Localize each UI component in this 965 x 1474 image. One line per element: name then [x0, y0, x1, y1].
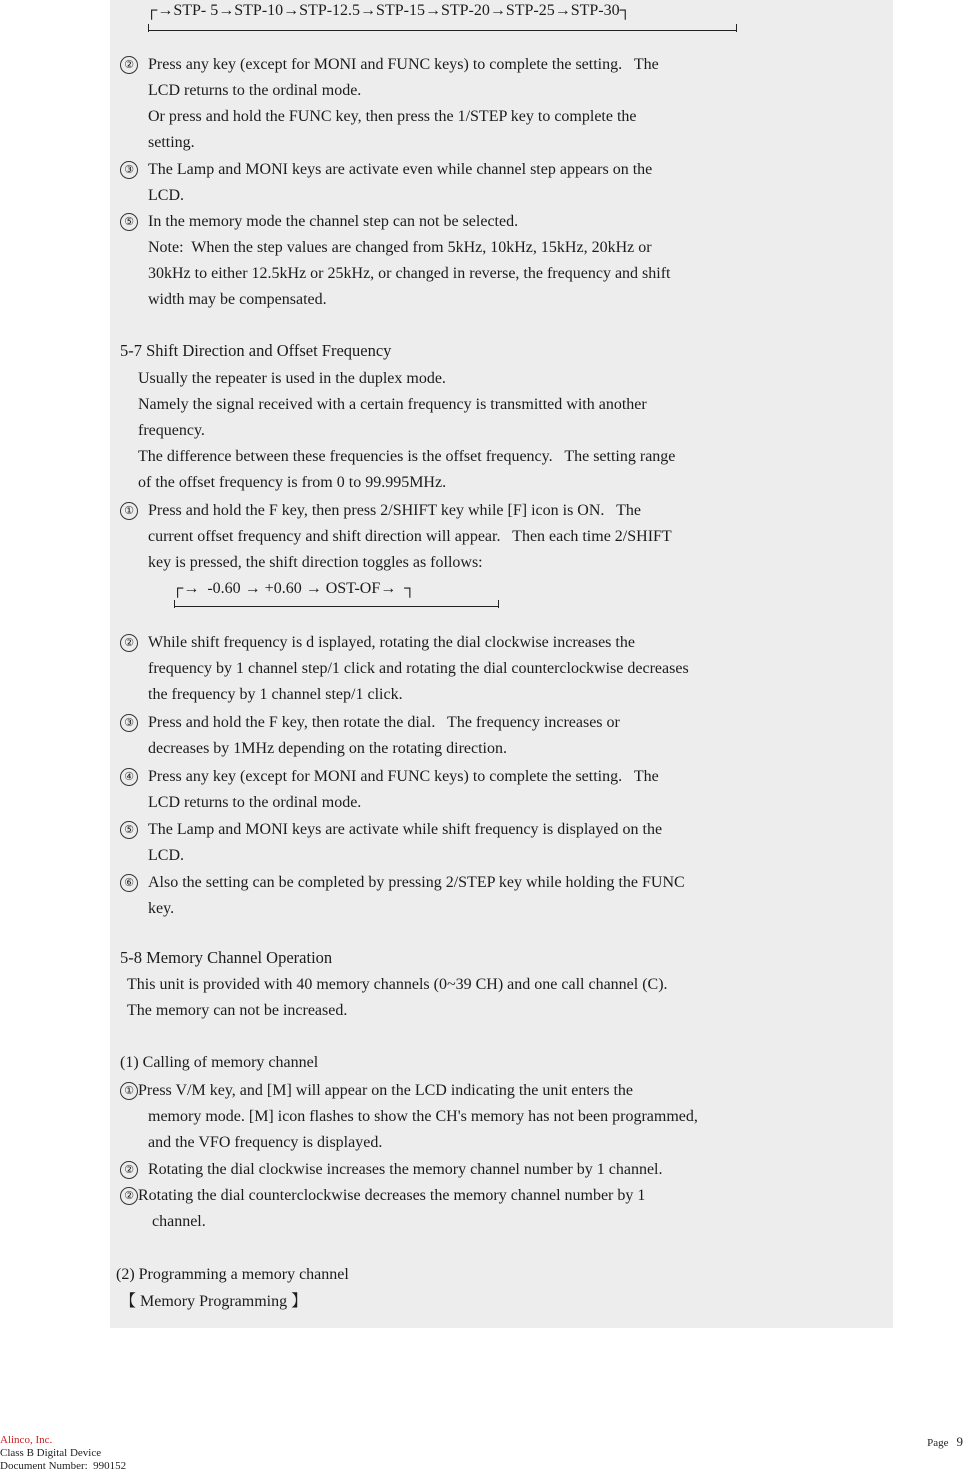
step-chain-text: STP- 5→STP-10→STP-12.5→STP-15→STP-20→STP-25→STP-30	[173, 2, 620, 19]
step-chain: ┌→STP- 5→STP-10→STP-12.5→STP-15→STP-20→STP-25→STP-30┐	[146, 2, 631, 19]
item-line: Press and hold the F key, then press 2/SHIFT key while [F] icon is ON. The	[148, 502, 641, 519]
item-line: current offset frequency and shift direction will appear. Then each time 2/SHIFT	[148, 528, 672, 545]
section-5-7-intro-line: of the offset frequency is from 0 to 99.995MHz.	[138, 474, 447, 491]
item-line: Also the setting can be completed by pressing 2/STEP key while holding the FUNC	[148, 874, 685, 891]
page-label: Page	[927, 1437, 949, 1449]
item-number: ③	[120, 161, 138, 179]
item-line: LCD.	[148, 847, 184, 864]
footer-page	[927, 1434, 963, 1450]
item-line: 30kHz to either 12.5kHz or 25kHz, or changed in reverse, the frequency and shift	[148, 265, 671, 282]
item-line: width may be compensated.	[148, 291, 327, 308]
item-number: ⑥	[120, 874, 138, 892]
sub2-subheading-text: Memory Programming	[140, 1293, 288, 1310]
item-line: Rotating the dial clockwise increases the memory channel number by 1 channel.	[148, 1161, 663, 1178]
item-line: memory mode. [M] icon flashes to show the CH's memory has not been programmed,	[148, 1108, 698, 1125]
item-number: ①	[120, 1082, 138, 1100]
item-number: ⑤	[120, 213, 138, 231]
item-line: frequency by 1 channel step/1 click and rotating the dial counterclockwise decreases	[148, 660, 689, 677]
item-line: key is pressed, the shift direction toggles as follows:	[148, 554, 483, 571]
item-number: ②	[120, 1161, 138, 1179]
item-line: setting.	[148, 134, 195, 151]
shift-chain-text: -0.60 → +0.60 → OST-OF→	[207, 580, 397, 597]
item-line: the frequency by 1 channel step/1 click.	[148, 686, 403, 703]
item-line: In the memory mode the channel step can not be selected.	[148, 213, 519, 230]
section-5-8-intro-line: This unit is provided with 40 memory channels (0~39 CH) and one call channel (C).	[127, 976, 668, 993]
sub1-heading: (1) Calling of memory channel	[120, 1054, 319, 1071]
shift-loop-line	[174, 606, 498, 607]
item-line: decreases by 1MHz depending on the rotating direction.	[148, 740, 507, 757]
item-line: Or press and hold the FUNC key, then press the 1/STEP key to complete the	[148, 108, 637, 125]
step-loop-line	[148, 30, 736, 31]
item-number: ①	[120, 502, 138, 520]
item-number: ④	[120, 768, 138, 786]
section-5-7-intro-line: Namely the signal received with a certain frequency is transmitted with another	[138, 396, 647, 413]
section-5-7-intro-line: Usually the repeater is used in the duplex mode.	[138, 370, 446, 387]
section-5-7-intro-line: frequency.	[138, 422, 205, 439]
item-line: key.	[148, 900, 175, 917]
item-number: ③	[120, 714, 138, 732]
item-number: ②	[120, 56, 138, 74]
footer-device-class: Class B Digital Device	[0, 1447, 102, 1459]
item-line: Press and hold the F key, then rotate the dial. The frequency increases or	[148, 714, 620, 731]
shift-chain: ┌→ -0.60 → +0.60 → OST-OF→ ┐	[172, 580, 416, 597]
item-number: ②	[120, 634, 138, 652]
item-line: Press V/M key, and [M] will appear on the LCD indicating the unit enters the	[138, 1082, 634, 1099]
footer-doc-number: Document Number: 990152	[0, 1460, 127, 1472]
section-5-8-heading: 5-8 Memory Channel Operation	[120, 948, 333, 967]
item-line: LCD.	[148, 187, 184, 204]
item-number: ②	[120, 1187, 138, 1205]
item-line: LCD returns to the ordinal mode.	[148, 794, 362, 811]
sub2-heading: (2) Programming a memory channel	[116, 1266, 349, 1283]
footer-company: Alinco, Inc.	[0, 1434, 53, 1446]
item-number: ⑤	[120, 821, 138, 839]
item-line: The Lamp and MONI keys are activate while shift frequency is displayed on the	[148, 821, 663, 838]
sub2-subheading: 【 Memory Programming 】	[120, 1291, 308, 1310]
section-5-7-intro-line: The difference between these frequencies is the offset frequency. The setting range	[138, 448, 676, 465]
item-line: channel.	[152, 1213, 206, 1230]
scanned-page	[110, 0, 893, 1328]
section-5-7-heading: 5-7 Shift Direction and Offset Frequency	[120, 341, 392, 360]
section-5-8-intro-line: The memory can not be increased.	[127, 1002, 348, 1019]
footer-left	[0, 1434, 300, 1473]
item-line: Press any key (except for MONI and FUNC keys) to complete the setting. The	[148, 56, 659, 73]
item-line: The Lamp and MONI keys are activate even while channel step appears on the	[148, 161, 653, 178]
item-line: Press any key (except for MONI and FUNC keys) to complete the setting. The	[148, 768, 659, 785]
item-line: LCD returns to the ordinal mode.	[148, 82, 362, 99]
page-number: 9	[956, 1434, 963, 1449]
item-line: Rotating the dial counterclockwise decreases the memory channel number by 1	[138, 1187, 646, 1204]
item-line: While shift frequency is d isplayed, rotating the dial clockwise increases the	[148, 634, 635, 651]
loop-right-tick	[736, 24, 737, 32]
item-line: Note: When the step values are changed from 5kHz, 10kHz, 15kHz, 20kHz or	[148, 239, 652, 256]
item-line: and the VFO frequency is displayed.	[148, 1134, 383, 1151]
shift-loop-right-tick	[498, 600, 499, 608]
